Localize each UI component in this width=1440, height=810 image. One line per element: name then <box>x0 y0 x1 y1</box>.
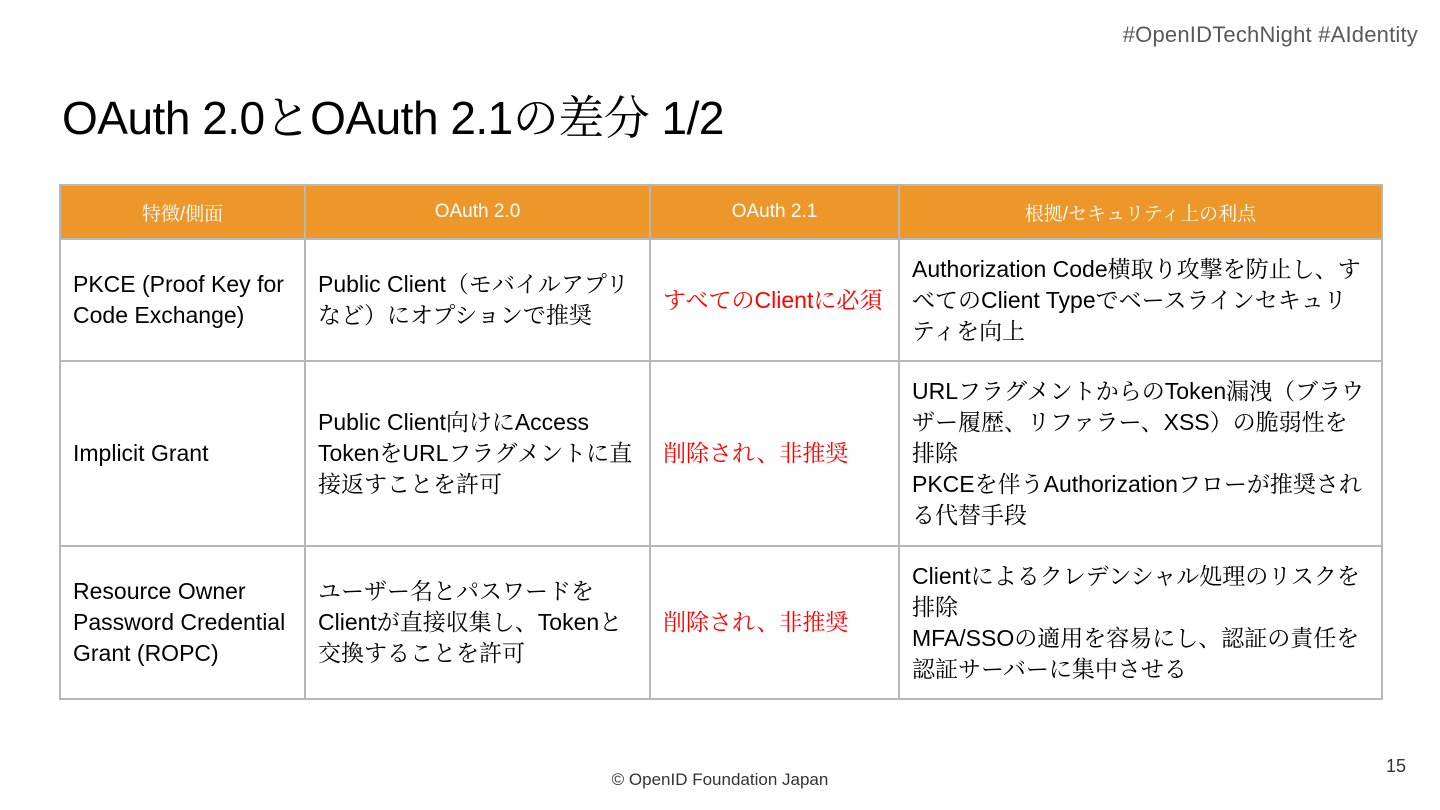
rationale-cell: URLフラグメントからのToken漏洩（ブラウザー履歴、リファラー、XSS）の脆弱性を排除 PKCEを伴うAuthorizationフローが推奨される代替手段 <box>899 361 1382 546</box>
table-row <box>60 546 1382 699</box>
hashtags: #OpenIDTechNight #AIdentity <box>1122 22 1418 47</box>
oauth20-cell: Public Client（モバイルアプリなど）にオプションで推奨 <box>305 239 650 361</box>
table-row <box>60 239 1382 361</box>
page-number: 15 <box>1385 756 1406 776</box>
rationale-cell: Clientによるクレデンシャル処理のリスクを排除 MFA/SSOの適用を容易にし、認証の責任を認証サーバーに集中させる <box>899 546 1382 699</box>
comparison-table <box>59 184 1383 700</box>
oauth20-cell: Public Client向けにAccess TokenをURLフラグメントに直接返すことを許可 <box>305 361 650 546</box>
oauth21-cell: すべてのClientに必須 <box>650 239 899 361</box>
header-oauth20: OAuth 2.0 <box>305 185 650 239</box>
feature-cell: Implicit Grant <box>60 361 305 546</box>
feature-cell: Resource Owner Password Credential Grant (ROPC) <box>60 546 305 699</box>
oauth21-cell: 削除され、非推奨 <box>650 546 899 699</box>
oauth21-cell: 削除され、非推奨 <box>650 361 899 546</box>
copyright-footer: © OpenID Foundation Japan <box>611 770 829 789</box>
table-row <box>60 361 1382 546</box>
header-feature: 特徴/側面 <box>60 185 305 239</box>
table-header-row <box>60 185 1382 239</box>
feature-cell: PKCE (Proof Key for Code Exchange) <box>60 239 305 361</box>
slide-title: OAuth 2.0とOAuth 2.1の差分 1/2 <box>62 92 724 144</box>
header-rationale: 根拠/セキュリティ上の利点 <box>899 185 1382 239</box>
rationale-cell: Authorization Code横取り攻撃を防止し、すべてのClient Typeでベースラインセキュリティを向上 <box>899 239 1382 361</box>
oauth20-cell: ユーザー名とパスワードをClientが直接収集し、Tokenと交換することを許可 <box>305 546 650 699</box>
header-oauth21: OAuth 2.1 <box>650 185 899 239</box>
